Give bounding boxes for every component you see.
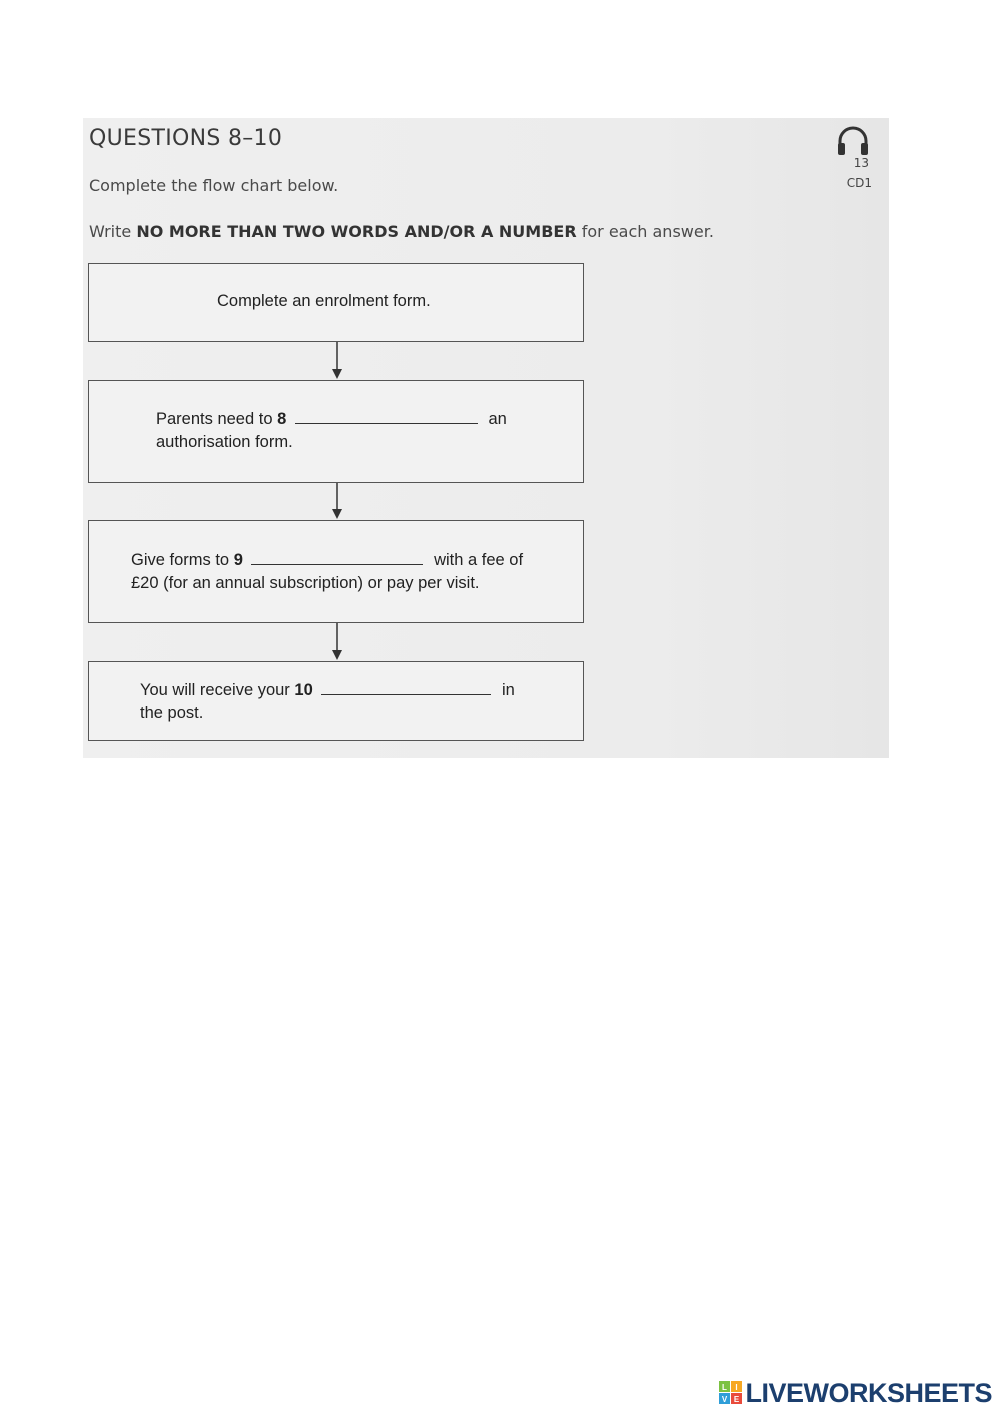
step-2-line-1: Parents need to 8 an [156, 410, 507, 428]
arrow-down-icon [331, 623, 343, 661]
step-3-line-2: £20 (for an annual subscription) or pay per visit. [131, 574, 480, 592]
answer-blank-10[interactable] [321, 680, 491, 695]
flow-step-4 [88, 661, 584, 741]
arrow-down-icon [331, 342, 343, 380]
step-1-text: Complete an enrolment form. [217, 292, 431, 310]
flow-step-3 [88, 520, 584, 623]
headphones-icon [835, 124, 871, 158]
svg-text:L: L [722, 1383, 728, 1392]
question-number-9: 9 [233, 551, 243, 569]
step-3-line-1: Give forms to 9 with a fee of [131, 551, 524, 569]
answer-blank-8[interactable] [295, 409, 478, 424]
flow-step-2 [88, 380, 584, 483]
brand-name: LIVEWORKSHEETS [745, 1377, 992, 1408]
audio-reference [829, 124, 877, 190]
cd-label: CD1 [846, 176, 872, 190]
track-number: 13 [853, 156, 869, 170]
questions-title: QUESTIONS 8–10 [89, 126, 283, 151]
liveworksheets-brand[interactable] [719, 1377, 992, 1409]
word-limit-instruction: Write NO MORE THAN TWO WORDS AND/OR A NUMBER for each answer. [89, 222, 714, 241]
worksheet-scan [83, 118, 889, 758]
step-4-line-1: You will receive your 10 in [140, 681, 515, 699]
arrow-down-icon [331, 483, 343, 520]
svg-text:I: I [735, 1383, 739, 1392]
instruction-text: Complete the flow chart below. [89, 176, 339, 195]
step-2-line-2: authorisation form. [156, 433, 293, 451]
step-4-line-2: the post. [140, 704, 204, 722]
svg-text:E: E [734, 1395, 740, 1404]
answer-blank-9[interactable] [251, 550, 423, 565]
svg-text:V: V [722, 1395, 728, 1404]
liveworksheets-logo-icon [719, 1381, 743, 1405]
flow-step-1 [88, 263, 584, 342]
question-number-10: 10 [294, 681, 313, 699]
question-number-8: 8 [277, 410, 287, 428]
